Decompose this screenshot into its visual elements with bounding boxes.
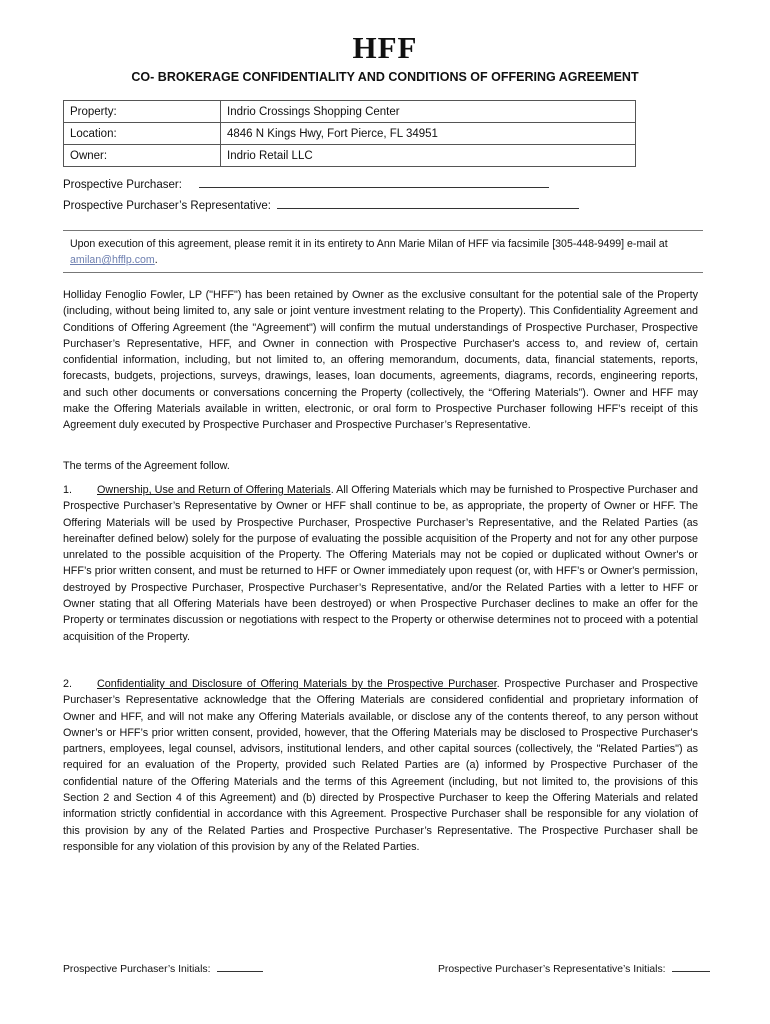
purchaser-initials-input[interactable] [217, 960, 263, 972]
submission-notice [63, 230, 703, 273]
section-1-heading: Ownership, Use and Return of Offering Materials [97, 484, 331, 496]
email-link[interactable]: amilan@hfflp.com [70, 254, 155, 266]
representative-initials-input[interactable] [672, 960, 710, 972]
notice-text: Upon execution of this agreement, please remit it in its entirety to Ann Marie Milan of HFF via facsimile [305-448-9499] e-mail at [70, 238, 668, 250]
purchaser-input[interactable] [199, 176, 549, 188]
table-row [64, 101, 636, 123]
section-2-heading: Confidentiality and Disclosure of Offering Materials by the Prospective Purchaser [97, 678, 497, 690]
representative-initials-field [438, 960, 710, 975]
representative-input[interactable] [277, 197, 579, 209]
table-row [64, 145, 636, 167]
property-label: Property: [64, 101, 221, 123]
representative-field [63, 197, 579, 212]
notice-end: . [154, 254, 158, 266]
representative-initials-label: Prospective Purchaser’s Representative’s Initials: [438, 964, 666, 975]
section-1 [63, 482, 698, 645]
representative-label: Prospective Purchaser’s Representative: [63, 200, 271, 212]
location-label: Location: [64, 123, 221, 145]
property-info-table [63, 100, 636, 167]
intro-paragraph: Holliday Fenoglio Fowler, LP ("HFF") has been retained by Owner as the exclusive consultant for the potential sale of the Property (including, without being limited to, any sale or joint venture investment relating to the Property). This Confidentiality Agreement and Conditions of Offering Agreement (the "Agreement") will confirm the mutual understandings of Prospective Purchaser, Prospective Purchaser’s Representative, HFF, and Owner in connection with Prospective Purchaser's access to, and review of, certain confidential information, including, but not limited to, an offering memorandum, documents, data, financial statements, reports, forecasts, budgets, projections, surveys, drawings, leases, loan documents, agreements, diagrams, records, engineering reports, and such other documents or conversations concerning the Property (collectively, the “Offering Materials”). Owner and HFF may make the Offering Materials available in written, electronic, or oral form to Prospective Purchaser following HFF’s receipt of this Agreement duly executed by Prospective Purchaser and Prospective Purchaser’s Representative. [63, 289, 698, 432]
owner-value[interactable]: Indrio Retail LLC [221, 145, 636, 167]
section-2-text: . Prospective Purchaser and Prospective Purchaser’s Representative acknowledge that the Offering Materials are considered confidential and proprietary information of Owner and HFF, and will not make any Offering Materials available, or disclose any of the contents thereof, to any person without Owner’s or HFF’s prior written consent, provided, however, that the Offering Materials may be disclosed to Prospective Purchaser's partners, employees, legal counsel, advisors, institutional lenders, and other capital sources (collectively, the "Related Parties") as required for an evaluation of the Property, provided such Related Parties are (a) informed by Prospective Purchaser of the confidential nature of the Offering Materials and the terms of this Agreement (including, but not limited to, the provisions of this Section 2 and Section 4 of this Agreement) and (b) directed by Prospective Purchaser to keep the Offering Materials and related information strictly confidential in accordance with this Agreement. Prospective Purchaser shall be responsible for any violation of this provision by any of the Related Parties and Prospective Purchaser’s Representative. The Prospective Purchaser shall be responsible for any violation of this provision by any of the Related Parties. [63, 678, 698, 853]
section-1-number: 1. [63, 484, 73, 496]
terms-intro: The terms of the Agreement follow. [63, 460, 230, 472]
owner-label: Owner: [64, 145, 221, 167]
property-value[interactable]: Indrio Crossings Shopping Center [221, 101, 636, 123]
purchaser-initials-label: Prospective Purchaser’s Initials: [63, 964, 211, 975]
section-2 [63, 676, 698, 855]
purchaser-initials-field [63, 960, 263, 975]
table-row [64, 123, 636, 145]
document-title: CO- BROKERAGE CONFIDENTIALITY AND CONDITIONS OF OFFERING AGREEMENT [131, 70, 639, 84]
section-2-number: 2. [63, 678, 73, 690]
purchaser-label: Prospective Purchaser: [63, 179, 182, 191]
purchaser-field [63, 176, 549, 191]
hff-logo: HFF [352, 30, 418, 65]
location-value[interactable]: 4846 N Kings Hwy, Fort Pierce, FL 34951 [221, 123, 636, 145]
section-1-text: . All Offering Materials which may be furnished to Prospective Purchaser and Prospective Purchaser’s Representative by Owner or HFF shall continue to be, as appropriate, the property of Owner or HFF. The Offering Materials will be used by Prospective Purchaser, Prospective Purchaser’s Representative, and the Related Parties (as hereinafter defined below) solely for the purpose of evaluating the possible acquisition of the Property and not for any other purpose unrelated to the possible acquisition of the Property. The Offering Materials may not be copied or duplicated without Owner's or HFF’s prior written consent, and must be returned to HFF or Owner immediately upon request (or, with HFF’s or Owner's permission, destroyed by Prospective Purchaser, Prospective Purchaser’s Representative, and/or the Related Parties with a letter to HFF or Owner stating that all Offering Materials have been destroyed) or when Prospective Purchaser declines to make an offer for the Property or terminates discussion or negotiations with respect to the Property or otherwise determines not to proceed with a potential acquisition of the Property. [63, 484, 698, 643]
